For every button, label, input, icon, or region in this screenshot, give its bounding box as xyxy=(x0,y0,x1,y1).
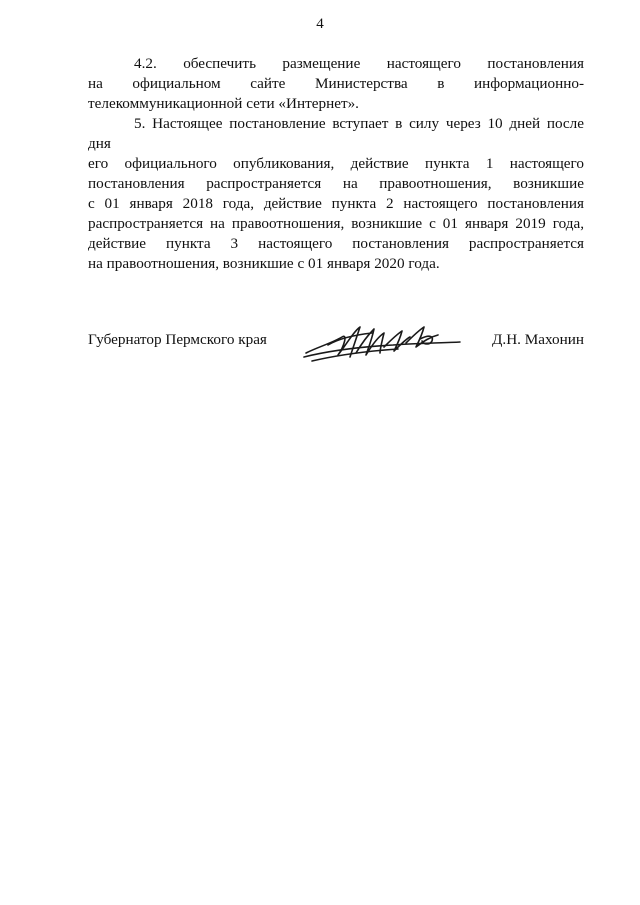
paragraph-line: постановления распространяется на правоотношения, возникшие xyxy=(88,175,584,192)
paragraph-line: на правоотношения, возникшие с 01 января 2020 года. xyxy=(88,255,440,272)
paragraph-4-2 xyxy=(88,54,584,114)
document-body xyxy=(88,54,584,274)
paragraph-line: распространяется на правоотношения, возникшие с 01 января 2019 года, xyxy=(88,215,584,232)
paragraph-line: его официального опубликования, действие пункта 1 настоящего xyxy=(88,155,584,172)
paragraph-line: с 01 января 2018 года, действие пункта 2 настоящего постановления xyxy=(88,195,584,212)
paragraph-line: 4.2. обеспечить размещение настоящего постановления xyxy=(134,55,584,72)
paragraph-line: на официальном сайте Министерства в информационно- xyxy=(88,75,584,92)
page-number: 4 xyxy=(316,16,324,32)
handwritten-signature xyxy=(298,317,463,365)
signature-block xyxy=(88,331,584,371)
paragraph-line: 5. Настоящее постановление вступает в силу через 10 дней после дня xyxy=(88,115,584,152)
signatory-name: Д.Н. Махонин xyxy=(492,331,584,348)
paragraph-line: действие пункта 3 настоящего постановления распространяется xyxy=(88,235,584,252)
signatory-title: Губернатор Пермского края xyxy=(88,331,267,348)
paragraph-line: телекоммуникационной сети «Интернет». xyxy=(88,95,359,112)
paragraph-5 xyxy=(88,114,584,274)
